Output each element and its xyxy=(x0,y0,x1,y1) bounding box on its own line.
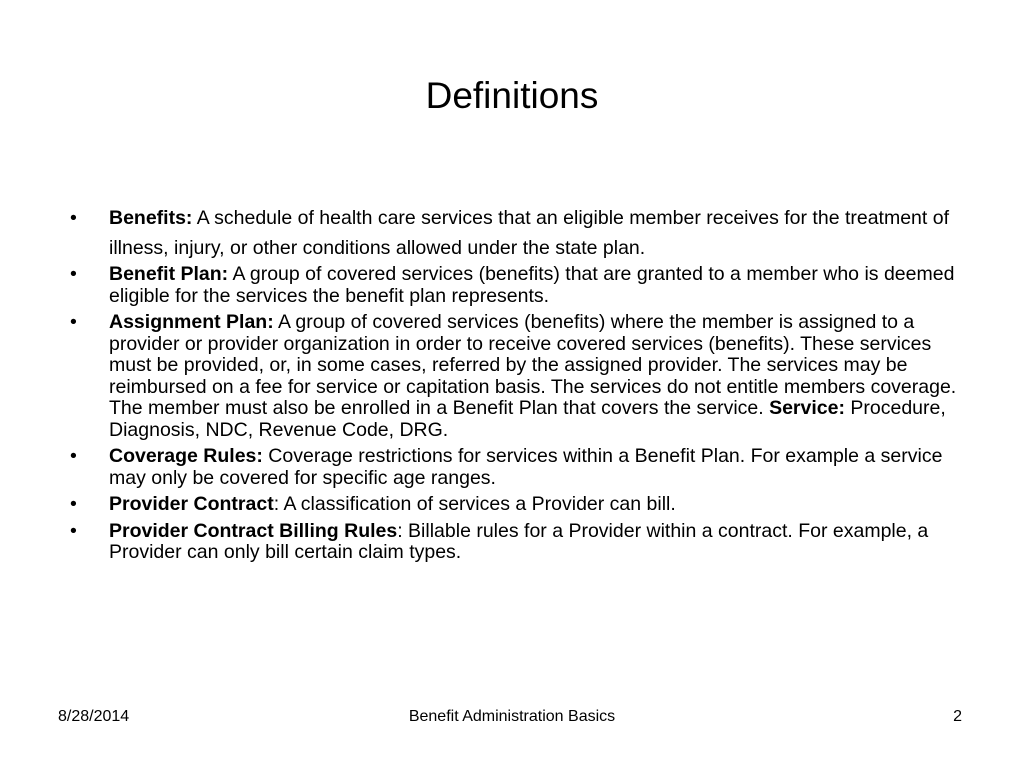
term-benefit-plan: Benefit Plan: xyxy=(109,263,229,285)
definitions-list xyxy=(66,203,976,569)
term-service: Service: xyxy=(769,397,845,419)
bullet-dot-icon: • xyxy=(70,207,77,229)
term-assignment-plan: Assignment Plan: xyxy=(109,311,274,333)
bullet-dot-icon: • xyxy=(70,493,77,515)
bullet-coverage-rules xyxy=(66,446,976,489)
definition-benefit-plan: A group of covered services (benefits) that are granted to a member who is deemed eligible for the services the benefit plan represents. xyxy=(109,263,955,307)
definition-benefits: A schedule of health care services that an eligible member receives for the treatment of illness, injury, or other conditions allowed under the state plan. xyxy=(109,207,950,259)
bullet-provider-contract-billing-rules xyxy=(66,521,976,564)
bullet-benefit-plan xyxy=(66,264,976,307)
bullet-dot-icon: • xyxy=(70,519,77,542)
bullet-dot-icon: • xyxy=(70,263,77,285)
definition-service: Procedure, Diagnosis, NDC, Revenue Code, DRG. xyxy=(109,397,946,441)
page-number: 2 xyxy=(953,708,962,725)
bullet-assignment-plan xyxy=(66,312,976,441)
bullet-dot-icon: • xyxy=(70,445,77,467)
definition-provider-contract: : A classification of services a Provider can bill. xyxy=(273,493,676,515)
slide-title: Definitions xyxy=(425,75,599,116)
footer-date: 8/28/2014 xyxy=(58,708,130,725)
footer-title: Benefit Administration Basics xyxy=(408,708,616,725)
term-coverage-rules: Coverage Rules: xyxy=(109,445,263,467)
bullet-dot-icon: • xyxy=(70,311,77,333)
bullet-provider-contract xyxy=(66,494,976,516)
term-provider-contract-billing-rules: Provider Contract Billing Rules xyxy=(109,519,398,542)
definition-assignment-plan: A group of covered services (benefits) where the member is assigned to a provider or provider organization in order to receive covered services (benefits). These services must be provided, or, in some cases, referred by the assigned provider. The services may be reimbursed on a fee for service or capitation basis. The services do not entitle members coverage. The member must also be enrolled in a Benefit Plan that covers the service. xyxy=(109,311,957,419)
definition-provider-contract-billing-rules: : Billable rules for a Provider within a contract. For example, a Provider can only bill certain claim types. xyxy=(109,519,929,563)
term-provider-contract: Provider Contract xyxy=(109,493,274,515)
term-benefits: Benefits: xyxy=(109,207,193,229)
definition-coverage-rules: Coverage restrictions for services within a Benefit Plan. For example a service may only be covered for specific age ranges. xyxy=(109,445,943,489)
bullet-benefits xyxy=(66,203,976,263)
